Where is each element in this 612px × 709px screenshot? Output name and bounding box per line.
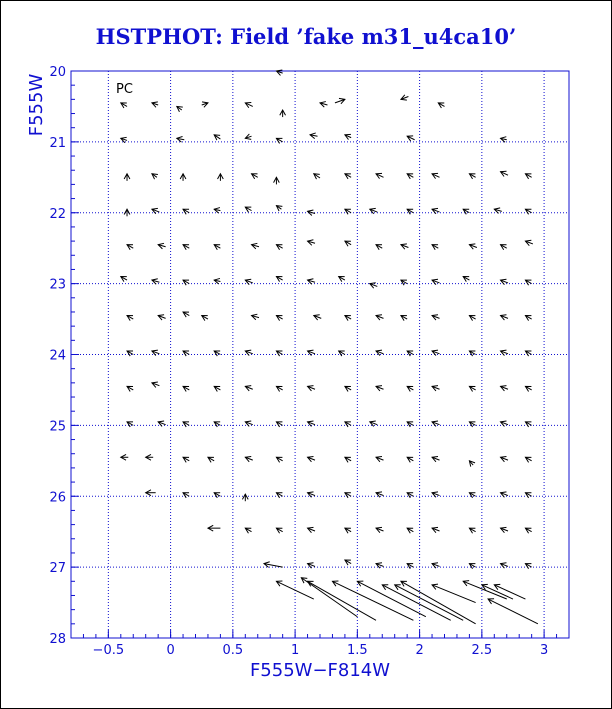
arrow-mark bbox=[314, 315, 321, 320]
arrow-mark bbox=[276, 493, 282, 498]
arrow-mark bbox=[124, 209, 130, 216]
arrow-mark bbox=[345, 134, 351, 139]
arrow-mark bbox=[332, 581, 413, 620]
arrow-mark bbox=[308, 581, 376, 620]
x-tick-label: 0.5 bbox=[222, 643, 244, 658]
y-tick-label: 21 bbox=[49, 135, 66, 151]
arrow-mark bbox=[276, 245, 282, 250]
arrow-mark bbox=[121, 137, 127, 142]
arrow-mark bbox=[345, 528, 351, 533]
arrow-mark bbox=[345, 174, 351, 179]
arrow-mark bbox=[376, 315, 383, 320]
arrow-mark bbox=[214, 135, 220, 140]
arrow-mark bbox=[308, 527, 315, 532]
arrow-mark bbox=[276, 316, 282, 321]
arrow-mark bbox=[407, 493, 413, 498]
arrow-mark bbox=[469, 461, 475, 467]
arrow-mark bbox=[469, 564, 475, 569]
arrow-mark bbox=[280, 110, 286, 117]
arrow-mark bbox=[158, 243, 165, 249]
arrow-mark bbox=[469, 528, 475, 533]
y-tick-label: 26 bbox=[49, 490, 66, 506]
arrow-mark bbox=[376, 173, 383, 178]
y-tick-label: 28 bbox=[49, 632, 66, 647]
data-marks bbox=[121, 70, 538, 624]
arrow-mark bbox=[245, 207, 251, 212]
arrow-mark bbox=[432, 279, 439, 284]
arrow-mark bbox=[276, 386, 282, 391]
arrow-mark bbox=[501, 386, 508, 391]
arrow-mark bbox=[432, 173, 439, 178]
arrow-mark bbox=[469, 351, 475, 356]
arrow-mark bbox=[202, 102, 208, 107]
arrow-mark bbox=[218, 174, 224, 181]
arrow-mark bbox=[252, 174, 258, 179]
arrow-mark bbox=[180, 174, 186, 181]
arrow-mark bbox=[252, 243, 259, 249]
arrow-mark bbox=[208, 457, 214, 462]
arrow-mark bbox=[432, 208, 439, 213]
arrow-mark bbox=[438, 103, 444, 108]
arrow-mark bbox=[432, 563, 439, 568]
x-tick-label: 0 bbox=[166, 643, 175, 658]
arrow-mark bbox=[245, 528, 251, 533]
arrow-mark bbox=[407, 209, 413, 214]
arrow-mark bbox=[469, 174, 475, 179]
arrow-mark bbox=[121, 454, 128, 460]
arrow-mark bbox=[345, 422, 351, 427]
arrow-mark bbox=[407, 422, 413, 427]
arrow-mark bbox=[183, 422, 189, 427]
arrow-mark bbox=[370, 421, 377, 426]
arrow-mark bbox=[127, 386, 133, 391]
arrow-mark bbox=[276, 528, 282, 533]
arrow-mark bbox=[183, 457, 189, 462]
arrow-mark bbox=[124, 174, 130, 181]
arrow-mark bbox=[525, 528, 531, 533]
y-tick-label: 25 bbox=[49, 419, 66, 435]
arrow-mark bbox=[469, 386, 475, 391]
arrow-mark bbox=[183, 312, 189, 317]
arrow-mark bbox=[525, 564, 531, 569]
arrow-mark bbox=[501, 245, 507, 250]
arrow-mark bbox=[501, 527, 508, 532]
arrow-mark bbox=[245, 134, 251, 139]
arrow-mark bbox=[152, 382, 159, 387]
x-tick-label: 1.5 bbox=[347, 643, 368, 658]
arrow-mark bbox=[501, 315, 508, 320]
arrow-mark bbox=[345, 386, 351, 391]
x-tick-label: 2 bbox=[415, 643, 424, 658]
y-tick-label: 24 bbox=[49, 348, 66, 364]
arrow-mark bbox=[525, 386, 531, 391]
x-tick-label: 3 bbox=[539, 643, 549, 658]
arrow-mark bbox=[494, 584, 525, 599]
arrow-mark bbox=[276, 351, 282, 356]
arrow-mark bbox=[127, 316, 133, 321]
arrow-mark bbox=[183, 245, 189, 250]
arrow-mark bbox=[177, 136, 184, 142]
arrow-mark bbox=[127, 422, 133, 427]
arrow-mark bbox=[183, 351, 189, 356]
arrow-mark bbox=[345, 241, 351, 246]
ticks bbox=[49, 65, 569, 658]
arrow-mark bbox=[432, 245, 438, 250]
arrow-mark bbox=[525, 493, 531, 498]
arrow-mark bbox=[245, 103, 252, 108]
arrow-mark bbox=[525, 316, 531, 321]
x-tick-label: −0.5 bbox=[92, 643, 125, 658]
arrow-mark bbox=[488, 599, 538, 624]
arrow-mark bbox=[242, 494, 248, 501]
arrow-mark bbox=[345, 560, 351, 565]
arrow-mark bbox=[152, 102, 158, 107]
arrow-mark bbox=[525, 174, 531, 179]
arrow-mark bbox=[308, 386, 315, 391]
arrow-mark bbox=[432, 584, 476, 602]
arrow-mark bbox=[432, 386, 439, 391]
arrow-mark bbox=[401, 280, 407, 285]
arrow-mark bbox=[158, 315, 165, 320]
arrow-mark bbox=[401, 95, 408, 100]
chart-title: HSTPHOT: Field ’fake m31_u4ca10’ bbox=[95, 24, 517, 49]
arrow-mark bbox=[252, 314, 259, 320]
panel-label: PC bbox=[116, 82, 133, 97]
arrow-mark bbox=[245, 456, 252, 461]
arrow-mark bbox=[214, 386, 220, 391]
arrow-mark bbox=[121, 103, 127, 108]
arrow-mark bbox=[401, 244, 408, 249]
arrow-mark bbox=[501, 171, 508, 176]
arrow-mark bbox=[345, 209, 351, 214]
arrow-mark bbox=[407, 174, 413, 179]
arrow-mark bbox=[432, 350, 439, 355]
arrow-mark bbox=[335, 98, 345, 103]
arrow-mark bbox=[339, 277, 345, 282]
arrow-mark bbox=[202, 316, 208, 321]
arrow-mark bbox=[370, 283, 377, 288]
arrow-mark bbox=[525, 422, 531, 427]
arrow-mark bbox=[127, 245, 133, 250]
y-tick-label: 27 bbox=[49, 561, 66, 577]
arrow-mark bbox=[314, 174, 320, 179]
arrow-mark bbox=[370, 208, 377, 213]
arrow-mark bbox=[432, 421, 439, 426]
arrow-mark bbox=[469, 244, 476, 249]
arrow-mark bbox=[276, 206, 282, 211]
arrow-mark bbox=[183, 209, 189, 214]
arrow-mark bbox=[320, 102, 327, 108]
arrow-mark bbox=[183, 386, 189, 391]
arrow-mark bbox=[345, 316, 351, 321]
arrow-mark bbox=[463, 277, 469, 282]
arrow-mark bbox=[183, 493, 189, 498]
arrow-mark bbox=[152, 174, 158, 179]
arrow-mark bbox=[376, 456, 383, 461]
arrow-mark bbox=[407, 351, 413, 356]
arrow-mark bbox=[376, 386, 383, 391]
arrow-mark bbox=[407, 564, 413, 569]
arrow-mark bbox=[245, 386, 252, 391]
arrow-mark bbox=[214, 351, 220, 356]
arrow-mark bbox=[407, 528, 413, 533]
arrow-mark bbox=[310, 133, 317, 139]
arrow-mark bbox=[276, 277, 282, 282]
arrow-mark bbox=[407, 457, 413, 462]
arrow-mark bbox=[276, 138, 282, 143]
arrow-mark bbox=[127, 351, 133, 356]
arrow-mark bbox=[432, 527, 439, 532]
arrow-mark bbox=[407, 136, 414, 141]
arrow-mark bbox=[469, 316, 475, 321]
arrow-mark bbox=[401, 316, 407, 321]
y-axis-label: F555W bbox=[26, 73, 47, 137]
arrow-mark bbox=[121, 277, 127, 282]
arrow-mark bbox=[432, 456, 439, 461]
arrow-mark bbox=[469, 493, 475, 498]
arrow-mark bbox=[395, 585, 463, 621]
arrow-mark bbox=[469, 422, 475, 427]
arrow-mark bbox=[376, 527, 383, 532]
x-axis-label: F555W−F814W bbox=[249, 660, 391, 681]
arrow-mark bbox=[339, 351, 345, 356]
arrow-mark bbox=[183, 280, 189, 285]
arrow-mark bbox=[345, 493, 351, 498]
grid bbox=[71, 71, 569, 638]
arrow-mark bbox=[214, 493, 220, 498]
arrow-mark bbox=[264, 562, 283, 568]
arrow-mark bbox=[407, 386, 413, 391]
arrow-mark bbox=[177, 106, 183, 111]
y-tick-label: 20 bbox=[49, 65, 66, 80]
x-tick-label: 1 bbox=[290, 643, 300, 658]
y-tick-label: 22 bbox=[49, 206, 66, 222]
arrow-mark bbox=[525, 280, 531, 285]
arrow-mark bbox=[276, 457, 282, 462]
arrow-mark bbox=[525, 209, 531, 214]
arrow-mark bbox=[276, 422, 282, 427]
arrow-mark bbox=[525, 240, 532, 245]
arrow-mark bbox=[357, 581, 425, 617]
arrow-mark bbox=[432, 492, 439, 497]
arrow-mark bbox=[308, 456, 315, 461]
arrow-mark bbox=[208, 525, 220, 531]
arrow-mark bbox=[501, 137, 507, 143]
arrow-mark bbox=[432, 315, 439, 320]
arrow-mark bbox=[525, 457, 531, 462]
arrow-mark bbox=[376, 245, 382, 250]
arrow-mark bbox=[274, 177, 280, 184]
arrow-mark bbox=[345, 457, 351, 462]
arrow-mark bbox=[308, 240, 315, 246]
arrow-mark bbox=[146, 454, 153, 460]
arrow-mark bbox=[214, 422, 220, 427]
arrow-mark bbox=[463, 209, 469, 214]
y-tick-label: 23 bbox=[49, 277, 66, 293]
arrow-mark bbox=[214, 245, 220, 250]
x-tick-label: 2.5 bbox=[471, 643, 493, 658]
arrow-mark bbox=[308, 210, 315, 216]
arrow-mark bbox=[525, 351, 531, 356]
arrow-mark bbox=[146, 490, 156, 496]
arrow-mark bbox=[501, 456, 508, 461]
